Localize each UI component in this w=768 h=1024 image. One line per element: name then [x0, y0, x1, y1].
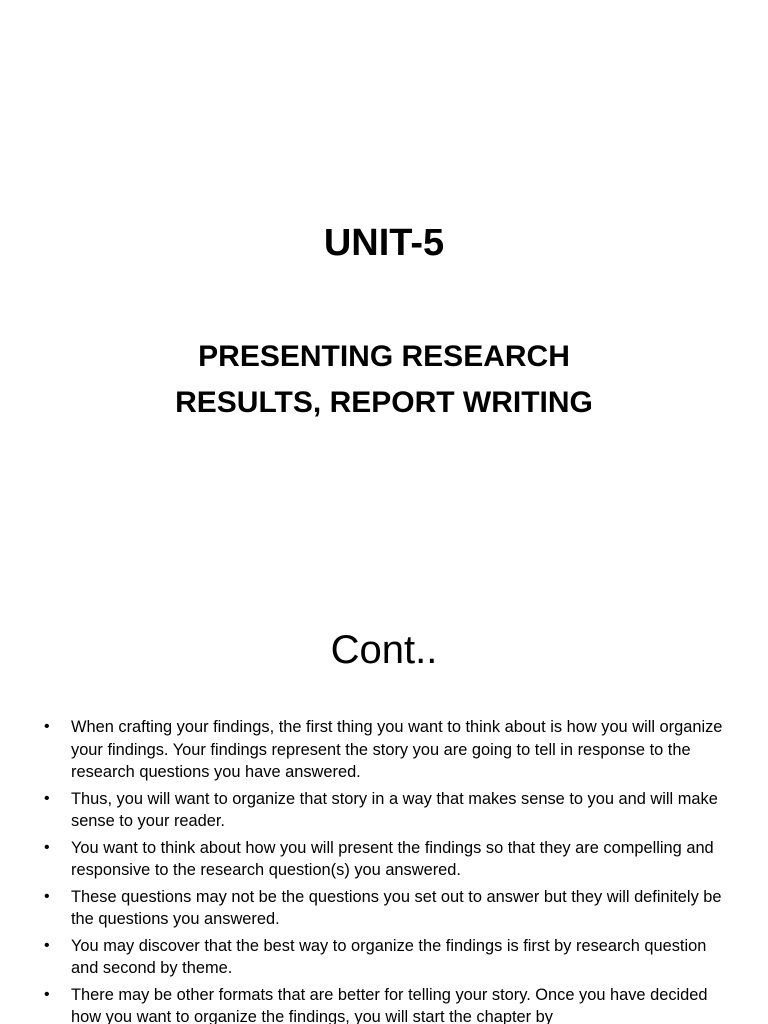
- bullet-dot-icon: •: [44, 718, 50, 735]
- unit-subtitle-line-1: PRESENTING RESEARCH: [198, 340, 570, 373]
- unit-subtitle-line-2: RESULTS, REPORT WRITING: [175, 386, 593, 419]
- bullet-text: When crafting your findings, the first thing you want to think about is how you will organize your findings. Your findings represent the story you are going to tell in response to the research questions you have answered.: [71, 718, 723, 781]
- bullet-dot-icon: •: [44, 838, 50, 856]
- bullet-dot-icon: •: [44, 985, 50, 1003]
- bullet-item: [40, 788, 730, 833]
- bullet-dot-icon: •: [44, 936, 50, 954]
- bullet-text: You want to think about how you will present the findings so that they are compelling and responsive to the research question(s) you answered.: [71, 838, 714, 879]
- bullet-dot-icon: •: [44, 887, 50, 905]
- cont-title: Cont..: [330, 628, 438, 672]
- bullet-item: [40, 984, 730, 1024]
- bullet-item: [40, 886, 730, 931]
- unit-subtitle: [0, 334, 768, 426]
- bullet-text: These questions may not be the questions you set out to answer but they will definitely be the questions you answered.: [71, 887, 722, 928]
- unit-title: UNIT-5: [323, 222, 445, 264]
- bullet-text: Thus, you will want to organize that story in a way that makes sense to you and will make sense to your reader.: [71, 789, 718, 830]
- bullet-text: There may be other formats that are better for telling your story. Once you have decided how you want to organize the findings, you will start the chapter by: [71, 985, 708, 1024]
- bullet-item: [40, 935, 730, 980]
- bullet-list: [40, 716, 730, 1024]
- bullet-item: [40, 837, 730, 882]
- bullet-item: [40, 716, 730, 784]
- bullet-dot-icon: •: [44, 789, 50, 807]
- bullet-text: You may discover that the best way to organize the findings is first by research question and second by theme.: [71, 936, 707, 977]
- slide-content: [0, 576, 768, 1024]
